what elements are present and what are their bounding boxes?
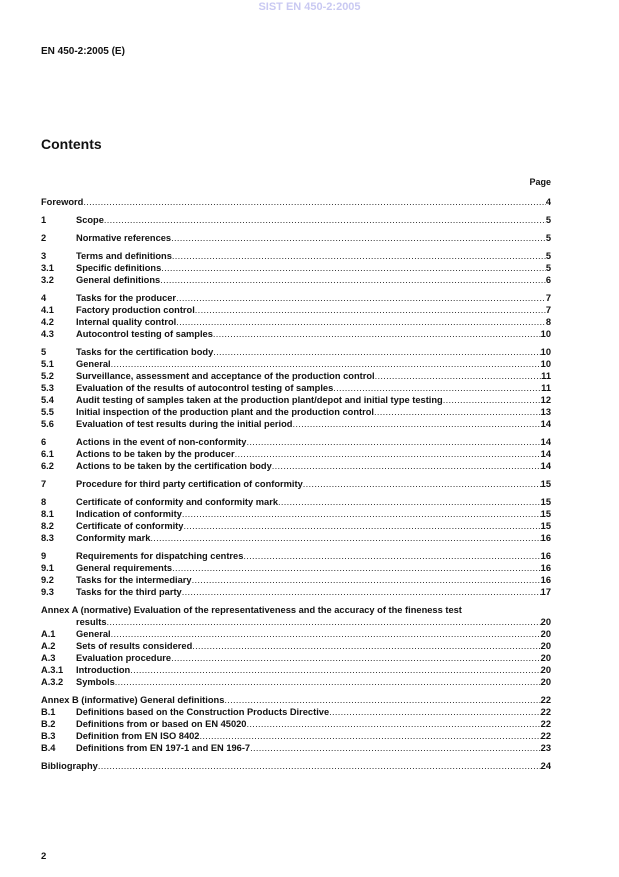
toc-entry-page: 12 bbox=[540, 395, 551, 405]
toc-entry[interactable] bbox=[41, 676, 551, 688]
toc-entry-page: 20 bbox=[540, 629, 551, 639]
toc-entry[interactable] bbox=[41, 196, 551, 208]
toc-entry[interactable] bbox=[41, 508, 551, 520]
toc-entry-title: Tasks for the producer bbox=[76, 293, 177, 303]
watermark: SIST EN 450-2:2005 bbox=[258, 1, 361, 13]
toc-entry-title: Tasks for the certification body bbox=[76, 347, 214, 357]
dot-leader bbox=[130, 664, 540, 676]
toc-entry[interactable] bbox=[41, 496, 551, 508]
toc-entry-title: Bibliography bbox=[41, 761, 98, 771]
toc-entry-title: Actions to be taken by the producer bbox=[76, 449, 235, 459]
dot-leader bbox=[213, 328, 541, 340]
toc-entry[interactable] bbox=[41, 328, 551, 340]
toc-entry-number: 6.2 bbox=[41, 461, 54, 471]
dot-leader bbox=[235, 448, 541, 460]
toc-entry[interactable] bbox=[41, 232, 551, 244]
toc-entry-page: 20 bbox=[540, 665, 551, 675]
dot-leader bbox=[213, 346, 540, 358]
toc-entry-title: Indication of conformity bbox=[76, 509, 182, 519]
dot-leader bbox=[182, 508, 541, 520]
toc-entry-title: General bbox=[76, 629, 111, 639]
toc-entry-title: Evaluation procedure bbox=[76, 653, 172, 663]
dot-leader bbox=[98, 760, 541, 772]
toc-entry-number: 5.4 bbox=[41, 395, 54, 405]
toc-entry-page: 20 bbox=[540, 653, 551, 663]
dot-leader bbox=[150, 532, 540, 544]
toc-entry-number: 9 bbox=[41, 551, 47, 561]
toc-entry[interactable] bbox=[41, 292, 551, 304]
toc-entry-number: A.1 bbox=[41, 629, 56, 639]
toc-entry-title: Surveillance, assessment and acceptance of the production control bbox=[76, 371, 375, 381]
dot-leader bbox=[83, 196, 545, 208]
toc-entry-page: 16 bbox=[540, 575, 551, 585]
toc-entry-page: 22 bbox=[540, 731, 551, 741]
toc-entry-title: General bbox=[76, 359, 111, 369]
toc-entry-title: Definitions based on the Construction Products Directive bbox=[76, 707, 330, 717]
toc-entry[interactable] bbox=[41, 604, 551, 616]
toc-entry-title: Definition from EN ISO 8402 bbox=[76, 731, 200, 741]
toc-entry[interactable] bbox=[41, 418, 551, 430]
toc-entry-number: 5.1 bbox=[41, 359, 54, 369]
dot-leader bbox=[443, 394, 541, 406]
dot-leader bbox=[374, 406, 541, 418]
dot-leader bbox=[111, 628, 541, 640]
toc-entry-number: 8 bbox=[41, 497, 47, 507]
dot-leader bbox=[183, 520, 540, 532]
toc-entry-page: 5 bbox=[545, 263, 551, 273]
toc-entry-page: 22 bbox=[540, 695, 551, 705]
toc-entry[interactable] bbox=[41, 730, 551, 742]
toc-entry[interactable] bbox=[41, 460, 551, 472]
toc-entry[interactable] bbox=[41, 562, 551, 574]
toc-entry-number: 8.2 bbox=[41, 521, 54, 531]
toc-entry-number: 5.2 bbox=[41, 371, 54, 381]
toc-entry-page: 15 bbox=[540, 479, 551, 489]
toc-entry-number: B.3 bbox=[41, 731, 56, 741]
toc-entry-page: 20 bbox=[540, 677, 551, 687]
toc-entry[interactable] bbox=[41, 214, 551, 226]
toc-entry-title: Factory production control bbox=[76, 305, 195, 315]
toc-entry-number: 5.3 bbox=[41, 383, 54, 393]
toc-entry-number: 7 bbox=[41, 479, 47, 489]
toc-entry-number: A.3.2 bbox=[41, 677, 64, 687]
toc-entry[interactable] bbox=[41, 742, 551, 754]
toc-entry-title: Tasks for the third party bbox=[76, 587, 182, 597]
toc-entry-page: 10 bbox=[540, 347, 551, 357]
page-title: Contents bbox=[41, 136, 102, 152]
dot-leader bbox=[246, 718, 540, 730]
toc-entry-page: 8 bbox=[545, 317, 551, 327]
toc-entry-page: 20 bbox=[540, 641, 551, 651]
toc-entry[interactable] bbox=[41, 448, 551, 460]
dot-leader bbox=[115, 676, 541, 688]
toc-entry-title: General requirements bbox=[76, 563, 173, 573]
dot-leader bbox=[172, 250, 546, 262]
dot-leader bbox=[199, 730, 540, 742]
toc-entry-page: 4 bbox=[545, 197, 551, 207]
toc-entry-title: Audit testing of samples taken at the production plant/depot and initial type testing bbox=[76, 395, 443, 405]
toc-entry-title: Scope bbox=[76, 215, 104, 225]
toc-entry[interactable] bbox=[41, 706, 551, 718]
toc-entry-title: Conformity mark bbox=[76, 533, 151, 543]
toc-entry-title: Procedure for third party certification of conformity bbox=[76, 479, 303, 489]
toc-entry[interactable] bbox=[41, 640, 551, 652]
dot-leader bbox=[171, 232, 546, 244]
toc-entry[interactable] bbox=[41, 718, 551, 730]
toc-entry-number: A.3 bbox=[41, 653, 56, 663]
dot-leader bbox=[303, 478, 541, 490]
toc-entry-title: Certificate of conformity and conformity mark bbox=[76, 497, 278, 507]
toc-entry-page: 15 bbox=[540, 521, 551, 531]
toc-entry-number: A.2 bbox=[41, 641, 56, 651]
toc-entry[interactable] bbox=[41, 394, 551, 406]
toc-entry-title: Sets of results considered bbox=[76, 641, 193, 651]
dot-leader bbox=[272, 460, 541, 472]
toc-entry-page: 11 bbox=[541, 371, 551, 381]
dot-leader bbox=[250, 742, 541, 754]
toc-entry-page: 7 bbox=[545, 293, 551, 303]
toc-entry-title: General definitions bbox=[76, 275, 161, 285]
page-number: 2 bbox=[41, 851, 47, 862]
toc-entry-number: 8.1 bbox=[41, 509, 54, 519]
toc-entry-page: 14 bbox=[540, 449, 551, 459]
toc-entry-number: 9.1 bbox=[41, 563, 54, 573]
toc-entry[interactable] bbox=[41, 316, 551, 328]
toc-entry-title: Evaluation of test results during the initial period bbox=[76, 419, 293, 429]
toc-entry-title: Evaluation of the results of autocontrol testing of samples bbox=[76, 383, 334, 393]
toc-entry[interactable] bbox=[41, 382, 551, 394]
toc-entry-page: 16 bbox=[540, 533, 551, 543]
toc-entry-page: 17 bbox=[540, 587, 551, 597]
toc-entry[interactable] bbox=[41, 406, 551, 418]
toc-entry-number: 9.3 bbox=[41, 587, 54, 597]
toc-entry-title: Terms and definitions bbox=[76, 251, 172, 261]
toc-entry-page: 20 bbox=[540, 617, 551, 627]
toc-entry[interactable] bbox=[41, 370, 551, 382]
toc-entry-number: A.3.1 bbox=[41, 665, 64, 675]
toc-entry[interactable] bbox=[41, 652, 551, 664]
dot-leader bbox=[161, 262, 546, 274]
toc-entry-page: 5 bbox=[545, 251, 551, 261]
toc-entry-number: 3 bbox=[41, 251, 47, 261]
dot-leader bbox=[224, 694, 540, 706]
toc-entry-page: 15 bbox=[540, 509, 551, 519]
toc-entry[interactable] bbox=[41, 760, 551, 772]
toc-entry[interactable] bbox=[41, 436, 551, 448]
dot-leader bbox=[192, 574, 541, 586]
toc-entry-page: 5 bbox=[545, 233, 551, 243]
dot-leader bbox=[171, 652, 541, 664]
toc-entry-number: 5.5 bbox=[41, 407, 54, 417]
document-header: EN 450-2:2005 (E) bbox=[41, 46, 125, 57]
dot-leader bbox=[292, 418, 540, 430]
toc-entry-number: 2 bbox=[41, 233, 47, 243]
toc-entry[interactable] bbox=[41, 616, 551, 628]
dot-leader bbox=[246, 436, 540, 448]
toc-entry-title: Autocontrol testing of samples bbox=[76, 329, 213, 339]
toc-entry-page: 13 bbox=[540, 407, 551, 417]
dot-leader bbox=[104, 214, 546, 226]
toc-entry-number: B.4 bbox=[41, 743, 56, 753]
toc-entry[interactable] bbox=[41, 550, 551, 562]
toc-entry-title: Actions to be taken by the certification body bbox=[76, 461, 272, 471]
toc-entry-title: results bbox=[76, 617, 107, 627]
toc-entry-title: Certificate of conformity bbox=[76, 521, 184, 531]
toc-entry-number: 6 bbox=[41, 437, 47, 447]
dot-leader bbox=[243, 550, 540, 562]
toc-entry-page: 14 bbox=[540, 437, 551, 447]
toc-entry[interactable] bbox=[41, 532, 551, 544]
toc-entry[interactable] bbox=[41, 250, 551, 262]
toc-entry[interactable] bbox=[41, 520, 551, 532]
toc-entry-page: 23 bbox=[540, 743, 551, 753]
toc-entry-title: Annex A (normative) Evaluation of the representativeness and the accuracy of the fineness test bbox=[41, 605, 462, 615]
toc-entry-page: 11 bbox=[541, 383, 551, 393]
toc-entry-number: 1 bbox=[41, 215, 47, 225]
toc-entry[interactable] bbox=[41, 304, 551, 316]
toc-entry-title: Actions in the event of non-conformity bbox=[76, 437, 247, 447]
toc-entry[interactable] bbox=[41, 664, 551, 676]
toc-entry-title: Definitions from EN 197-1 and EN 196-7 bbox=[76, 743, 251, 753]
toc-entry-number: 6.1 bbox=[41, 449, 54, 459]
toc-entry[interactable] bbox=[41, 478, 551, 490]
toc-entry-title: Initial inspection of the production plant and the production control bbox=[76, 407, 374, 417]
toc-entry-number: 4.1 bbox=[41, 305, 54, 315]
dot-leader bbox=[182, 586, 541, 598]
toc-entry-title: Specific definitions bbox=[76, 263, 162, 273]
toc-entry-title: Definitions from or based on EN 45020 bbox=[76, 719, 247, 729]
toc-entry-number: 5 bbox=[41, 347, 47, 357]
toc-entry-page: 14 bbox=[540, 461, 551, 471]
toc-entry-number: 8.3 bbox=[41, 533, 54, 543]
toc-entry[interactable] bbox=[41, 274, 551, 286]
toc-entry-page: 10 bbox=[540, 359, 551, 369]
toc-entry-page: 7 bbox=[545, 305, 551, 315]
dot-leader bbox=[111, 358, 541, 370]
dot-leader bbox=[107, 616, 541, 628]
toc-entry[interactable] bbox=[41, 262, 551, 274]
toc-entry-number: 4.3 bbox=[41, 329, 54, 339]
toc-entry-page: 15 bbox=[540, 497, 551, 507]
toc-entry[interactable] bbox=[41, 694, 551, 706]
toc-entry[interactable] bbox=[41, 574, 551, 586]
toc-entry-title: Symbols bbox=[76, 677, 115, 687]
toc-entry-page: 16 bbox=[540, 563, 551, 573]
toc-entry[interactable] bbox=[41, 346, 551, 358]
toc-entry-number: 4.2 bbox=[41, 317, 54, 327]
toc-entry-page: 10 bbox=[540, 329, 551, 339]
toc-entry[interactable] bbox=[41, 586, 551, 598]
toc-entry-page: 22 bbox=[540, 719, 551, 729]
dot-leader bbox=[176, 316, 546, 328]
page-column-label: Page bbox=[529, 177, 551, 187]
toc-entry-title: Normative references bbox=[76, 233, 172, 243]
toc-entry-title: Internal quality control bbox=[76, 317, 177, 327]
toc-entry-title: Requirements for dispatching centres bbox=[76, 551, 244, 561]
toc-entry-number: 3.1 bbox=[41, 263, 54, 273]
toc-entry-title: Introduction bbox=[76, 665, 131, 675]
dot-leader bbox=[278, 496, 541, 508]
dot-leader bbox=[176, 292, 546, 304]
dot-leader bbox=[192, 640, 540, 652]
dot-leader bbox=[375, 370, 542, 382]
toc-entry-number: 5.6 bbox=[41, 419, 54, 429]
toc-entry[interactable] bbox=[41, 628, 551, 640]
toc-entry-title: Tasks for the intermediary bbox=[76, 575, 192, 585]
toc-entry-number: B.1 bbox=[41, 707, 56, 717]
toc-entry-number: 4 bbox=[41, 293, 47, 303]
toc-entry-title: Annex B (informative) General definitions bbox=[41, 695, 225, 705]
toc-entry-title: Foreword bbox=[41, 197, 84, 207]
toc-entry-page: 6 bbox=[545, 275, 551, 285]
dot-leader bbox=[329, 706, 541, 718]
dot-leader bbox=[333, 382, 541, 394]
toc-entry-number: 3.2 bbox=[41, 275, 54, 285]
table-of-contents bbox=[41, 196, 551, 772]
toc-entry-number: B.2 bbox=[41, 719, 56, 729]
toc-entry-number: 9.2 bbox=[41, 575, 54, 585]
toc-entry-page: 5 bbox=[545, 215, 551, 225]
toc-entry-page: 22 bbox=[540, 707, 551, 717]
toc-entry-page: 14 bbox=[540, 419, 551, 429]
dot-leader bbox=[195, 304, 546, 316]
dot-leader bbox=[172, 562, 541, 574]
toc-entry-page: 24 bbox=[540, 761, 551, 771]
toc-entry-page: 16 bbox=[540, 551, 551, 561]
toc-entry[interactable] bbox=[41, 358, 551, 370]
dot-leader bbox=[160, 274, 546, 286]
